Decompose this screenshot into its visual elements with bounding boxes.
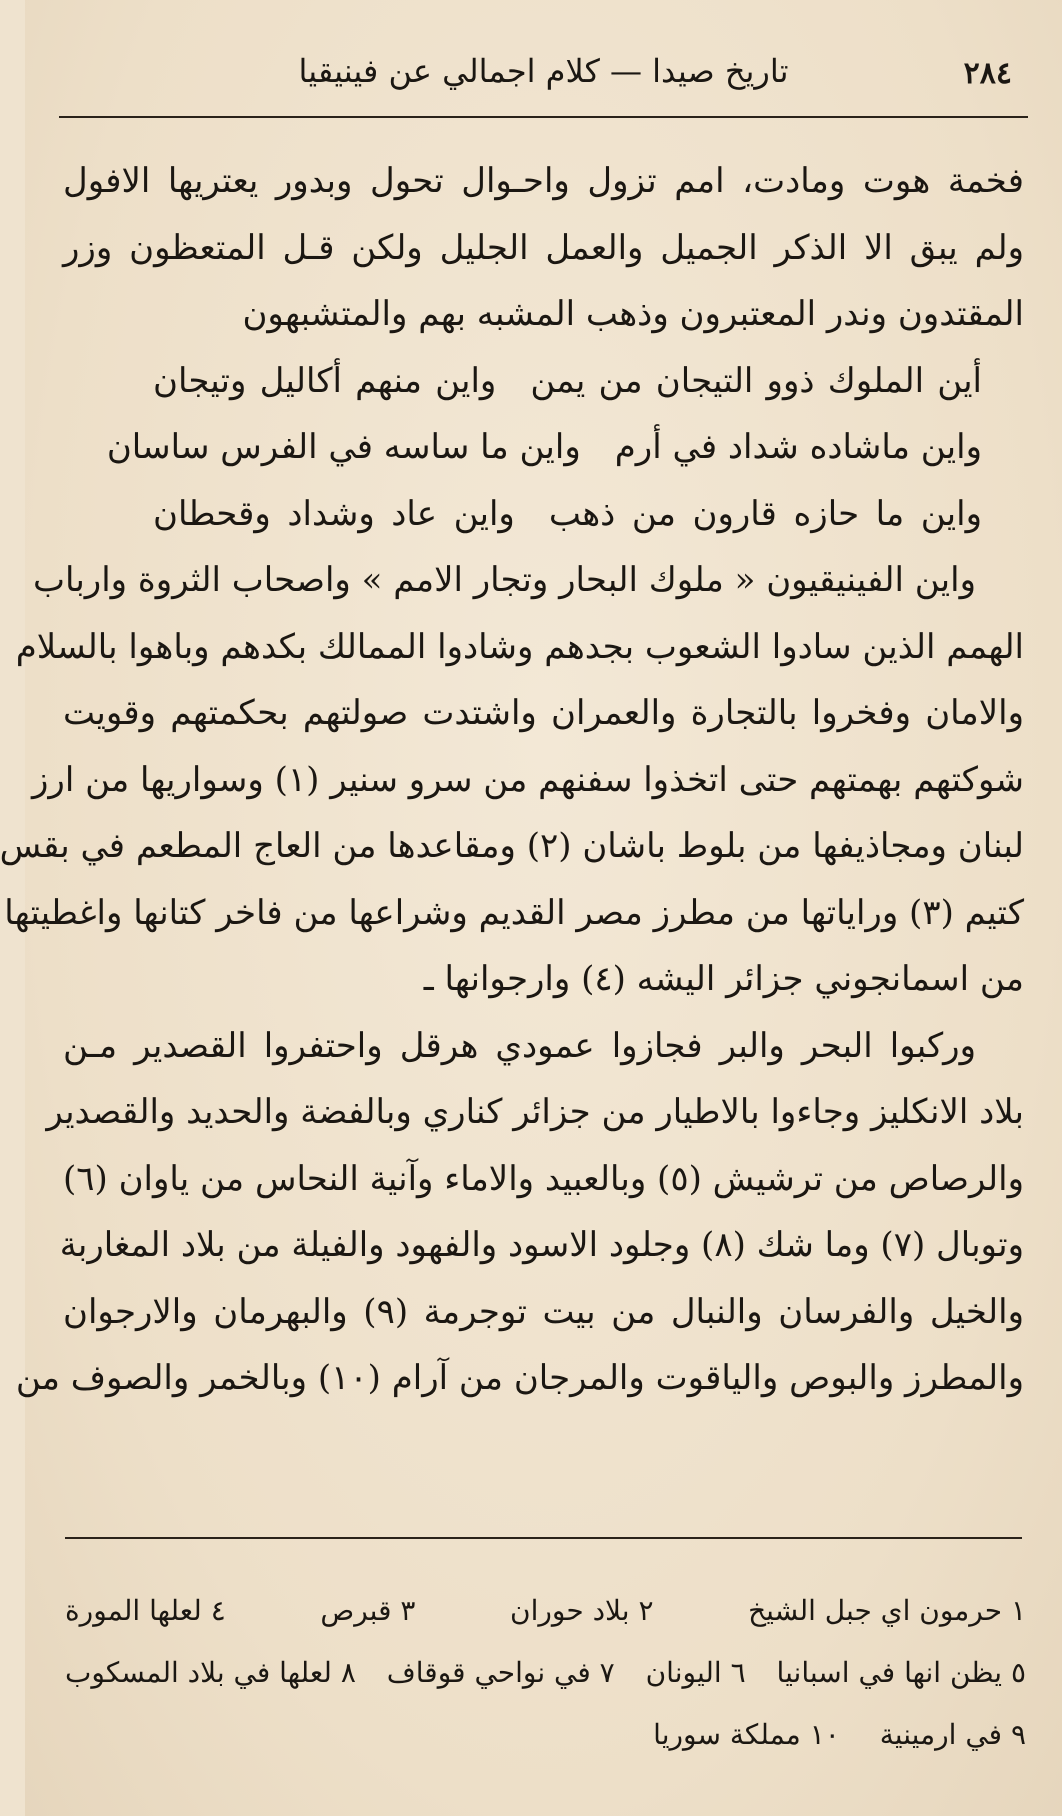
footnote: ٥ يظن انها في اسبانيا: [776, 1656, 1026, 1689]
verse-hemistich-first: أين الملوك ذوو التيجان من يمن: [530, 360, 982, 401]
footnote: ٧ في نواحي قوقاف: [386, 1656, 615, 1689]
text-line: لبنان ومجاذيفها من بلوط باشان (٢) ومقاعدها من العاج المطعم في بقس: [0, 826, 1024, 866]
footnote: ١ حرمون اي جبل الشيخ: [748, 1594, 1026, 1627]
footnote: ١٠ مملكة سوريا: [653, 1718, 840, 1751]
text-line: والامان وفخروا بالتجارة والعمران واشتدت صولتهم بحكمتهم وقويت: [63, 693, 1024, 733]
footnote: ٦ اليونان: [645, 1656, 746, 1689]
text-line: كتيم (٣) وراياتها من مطرز مصر القديم وشراعها من فاخر كتانها واغطيتها: [4, 892, 1024, 933]
footnote: ٣ قبرص: [320, 1594, 416, 1627]
header-rule: [59, 116, 1028, 118]
verse-hemistich-first: واين ما حازه قارون من ذهب: [548, 493, 982, 534]
text-line: والمطرز والبوص والياقوت والمرجان من آرام (١٠) وبالخمر والصوف من: [15, 1358, 1024, 1398]
footnote-row: [65, 1704, 1026, 1766]
footnotes: [65, 1580, 1026, 1766]
text-line: الهمم الذين سادوا الشعوب بجدهم وشادوا الممالك بكدهم وباهوا بالسلام: [15, 626, 1024, 667]
footnote: ٢ بلاد حوران: [510, 1594, 654, 1627]
footnote-row: [65, 1580, 1026, 1642]
footnote-rule: [65, 1537, 1022, 1539]
text-line: المقتدون وندر المعتبرون وذهب المشبه بهم والمتشبهون: [242, 294, 1024, 334]
poem-verse: [63, 348, 1024, 415]
text-line: والرصاص من ترشيش (٥) وبالعبيد والاماء وآنية النحاس من ياوان (٦): [62, 1158, 1024, 1199]
text-line: والخيل والفرسان والنبال من بيت توجرمة (٩) والبهرمان والارجوان: [63, 1291, 1025, 1332]
verse-hemistich-second: واين ما ساسه في الفرس ساسان: [106, 427, 581, 467]
text-line: فخمة هوت ومادت، امم تزول واحـوال تحول وبدور يعتريها الافول: [63, 161, 1024, 201]
text-line: وتوبال (٧) وما شك (٨) وجلود الاسود والفهود والفيلة من بلاد المغاربة: [59, 1225, 1024, 1265]
verse-hemistich-first: واين ماشاده شداد في أرم: [614, 427, 982, 467]
main-text: [0, 148, 1025, 1412]
verse-hemistich-second: واين عاد وشداد وقحطان: [153, 493, 515, 534]
footnote: ٨ لعلها في بلاد المسكوب: [65, 1656, 356, 1689]
footnote-row: [65, 1642, 1026, 1704]
text-line: بلاد الانكليز وجاءوا بالاطيار من جزائر كناري وبالفضة والحديد والقصدير: [46, 1092, 1024, 1132]
footnote: ٤ لعلها المورة: [65, 1594, 226, 1627]
footnote: ٩ في ارمينية: [879, 1718, 1026, 1751]
poem-verse: [63, 481, 1024, 548]
text-line: وركبوا البحر والبر فجازوا عمودي هرقل واحتفروا القصدير مـن: [63, 1025, 976, 1066]
page-header: [59, 46, 1028, 110]
page-number: ٢٨٤: [963, 56, 1012, 91]
text-line: من اسمانجوني جزائر اليشه (٤) وارجوانها ـ: [423, 959, 1024, 999]
running-head: تاريخ صيدا — كلام اجمالي عن فينيقيا: [298, 52, 789, 90]
text-line: شوكتهم بهمتهم حتى اتخذوا سفنهم من سرو سنير (١) وسواريها من ارز: [31, 759, 1024, 800]
text-line: ولم يبق الا الذكر الجميل والعمل الجليل ولكن قـل المتعظون وزر: [63, 227, 1024, 268]
poem-verse: [63, 414, 1024, 481]
text-line: واين الفينيقيون « ملوك البحار وتجار الامم » واصحاب الثروة وارباب: [32, 560, 976, 600]
verse-hemistich-second: واين منهم أكاليل وتيجان: [153, 360, 497, 401]
